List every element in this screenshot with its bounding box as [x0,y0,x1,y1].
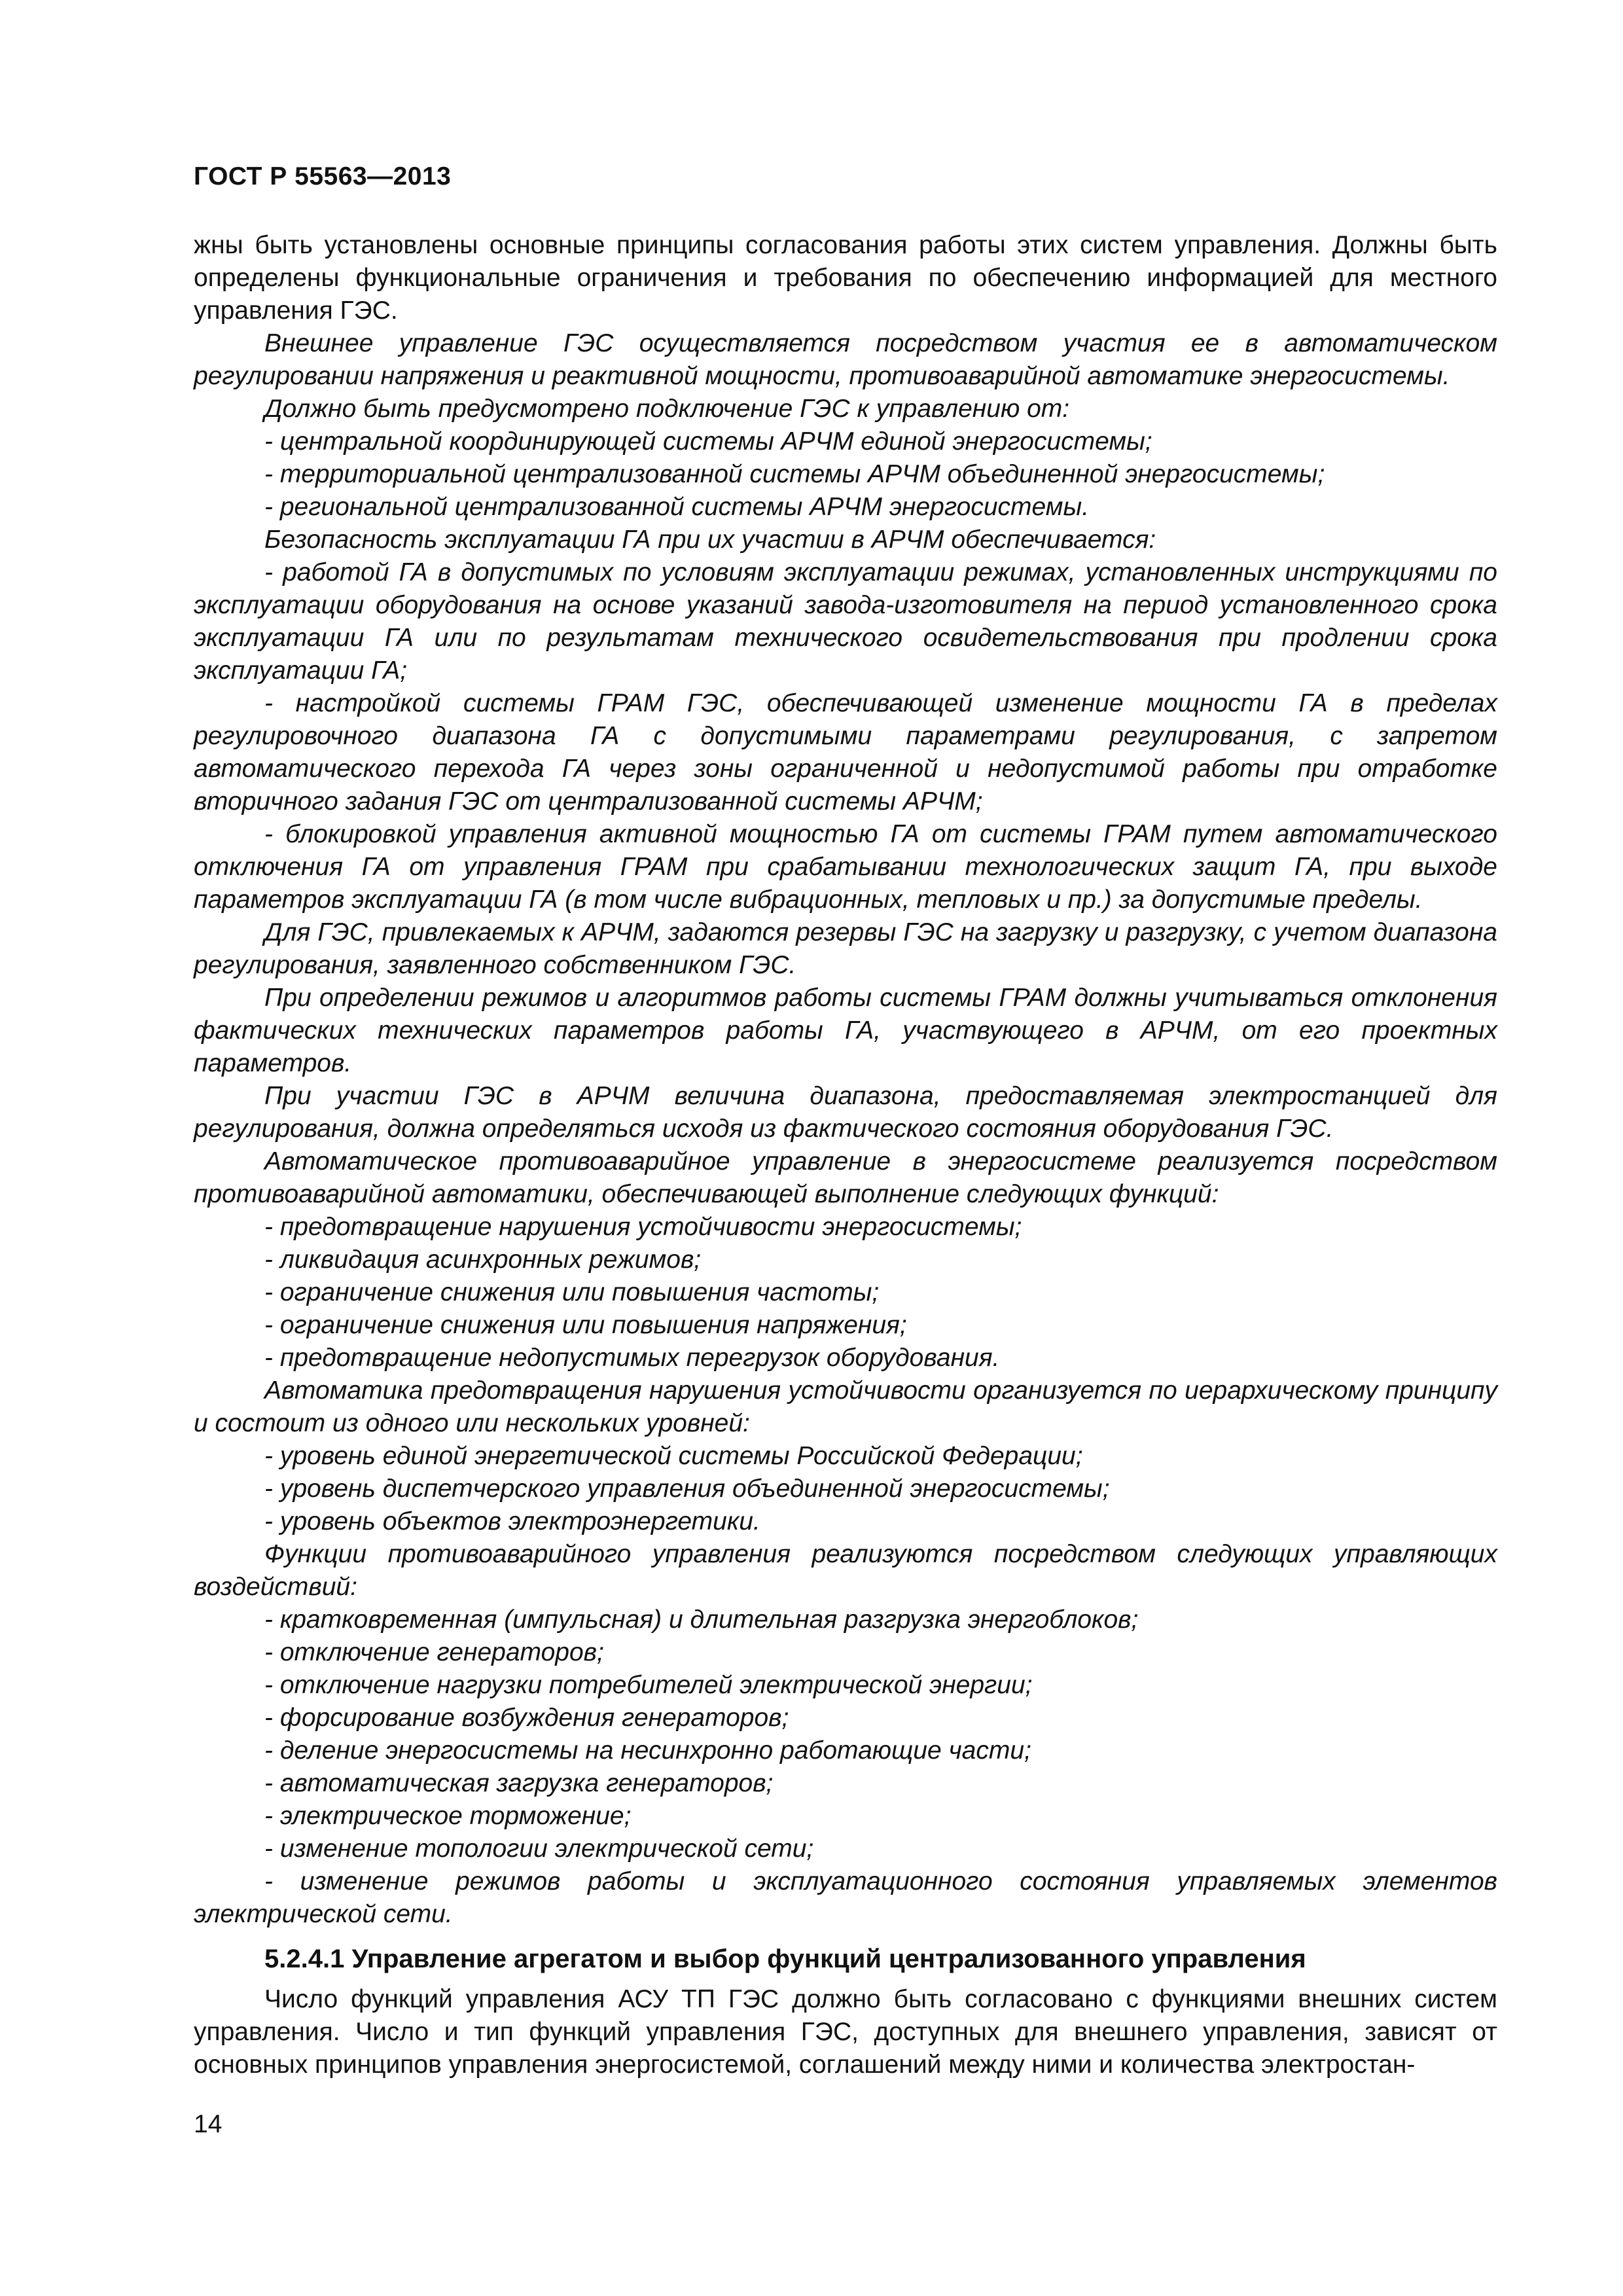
list-item: - уровень единой энергетической системы Российской Федерации; [264,1442,1083,1470]
list-item: - ограничение снижения или повышения напряжения; [264,1311,907,1339]
list-item: - ограничение снижения или повышения частоты; [264,1278,880,1306]
list-item: - отключение нагрузки потребителей электрической энергии; [264,1671,1033,1699]
list-item: - электрическое торможение; [264,1802,632,1830]
list-item: - отключение генераторов; [264,1638,604,1666]
paragraph-list [194,229,1497,1931]
list-item: - территориальной централизованной системы АРЧМ объединенной энергосистемы; [264,460,1325,488]
page-number: 14 [194,2110,223,2138]
body-paragraph: Внешнее управление ГЭС осуществляется посредством участия ее в автоматическом регулировании напряжения и реактивной мощности, противоаварийной автоматике энергосистемы. [194,329,1497,390]
section-heading [194,1943,1497,1975]
body-paragraph: При определении режимов и алгоритмов работы системы ГРАМ должны учитываться отклонения фактических технических параметров работы ГА, участвующего в АРЧМ, от его проектных параметров. [194,984,1497,1077]
list-item: - центральной координирующей системы АРЧМ единой энергосистемы; [264,427,1152,456]
body-paragraph: Безопасность эксплуатации ГА при их участии в АРЧМ обеспечивается: [264,526,1156,554]
body-paragraph: Автоматическое противоаварийное управление в энергосистеме реализуется посредством противоаварийной автоматики, обеспечивающей выполнение следующих функций: [194,1147,1497,1208]
document-code-header: ГОСТ Р 55563—2013 [194,162,452,190]
list-item: - региональной централизованной системы АРЧМ энергосистемы. [264,493,1090,521]
list-item: - форсирование возбуждения генераторов; [264,1704,789,1732]
list-item: - автоматическая загрузка генераторов; [264,1769,774,1797]
list-item: - блокировкой управления активной мощностью ГА от системы ГРАМ путем автоматического отключения ГА от управления ГРАМ при срабатывании технологических защит ГА, при выходе параметров эксплуатации ГА (в том числе вибрационных, тепловых и пр.) за допустимые пределы. [194,820,1497,914]
list-item: - предотвращение недопустимых перегрузок оборудования. [264,1344,1000,1372]
page-body [194,229,1497,2081]
list-item: - уровень диспетчерского управления объединенной энергосистемы; [264,1475,1110,1503]
body-paragraph: При участии ГЭС в АРЧМ величина диапазона, предоставляемая электростанцией для регулирования, должна определяться исходя из фактического состояния оборудования ГЭС. [194,1082,1497,1143]
section-number: 5.2.4.1 [264,1945,345,1973]
body-paragraph: жны быть установлены основные принципы согласования работы этих систем управления. Должны быть определены функциональные ограничения и требования по обеспечению информацией для местного управления ГЭС. [194,231,1497,325]
list-item: - кратковременная (импульсная) и длительная разгрузка энергоблоков; [264,1605,1139,1634]
closing-paragraph: Число функций управления АСУ ТП ГЭС должно быть согласовано с функциями внешних систем управления. Число и тип функций управления ГЭС, доступных для внешнего управления, зависят от основных принципов управления энергосистемой, соглашений между ними и количества электростан- [194,1985,1497,2079]
section-title: Управление агрегатом и выбор функций централизованного управления [351,1945,1306,1973]
list-item: - изменение топологии электрической сети; [264,1835,814,1863]
list-item: - ликвидация асинхронных режимов; [264,1246,702,1274]
body-paragraph: Функции противоаварийного управления реализуются посредством следующих управляющих воздействий: [194,1540,1497,1601]
body-paragraph: Автоматика предотвращения нарушения устойчивости организуется по иерархическому принципу и состоит из одного или нескольких уровней: [194,1376,1497,1437]
body-paragraph: Должно быть предусмотрено подключение ГЭС к управлению от: [264,395,1070,423]
list-item: - деление энергосистемы на несинхронно работающие части; [264,1736,1031,1765]
list-item: - работой ГА в допустимых по условиям эксплуатации режимах, установленных инструкциями по эксплуатации оборудования на основе указаний завода-изготовителя на период установленного срока эксплуатации ГА или по результатам технического освидетельствования при продлении срока эксплуатации ГА; [194,558,1497,685]
list-item: - уровень объектов электроэнергетики. [264,1507,760,1535]
list-item: - предотвращение нарушения устойчивости энергосистемы; [264,1213,1022,1241]
list-item: - изменение режимов работы и эксплуатационного состояния управляемых элементов электрической сети. [194,1867,1497,1928]
list-item: - настройкой системы ГРАМ ГЭС, обеспечивающей изменение мощности ГА в пределах регулировочного диапазона ГА с допустимыми параметрами регулирования, с запретом автоматического перехода ГА через зоны ограниченной и недопустимой работы при отработке вторичного задания ГЭС от централизованной системы АРЧМ; [194,689,1497,816]
body-paragraph: Для ГЭС, привлекаемых к АРЧМ, задаются резервы ГЭС на загрузку и разгрузку, с учетом диапазона регулирования, заявленного собственником ГЭС. [194,918,1497,979]
